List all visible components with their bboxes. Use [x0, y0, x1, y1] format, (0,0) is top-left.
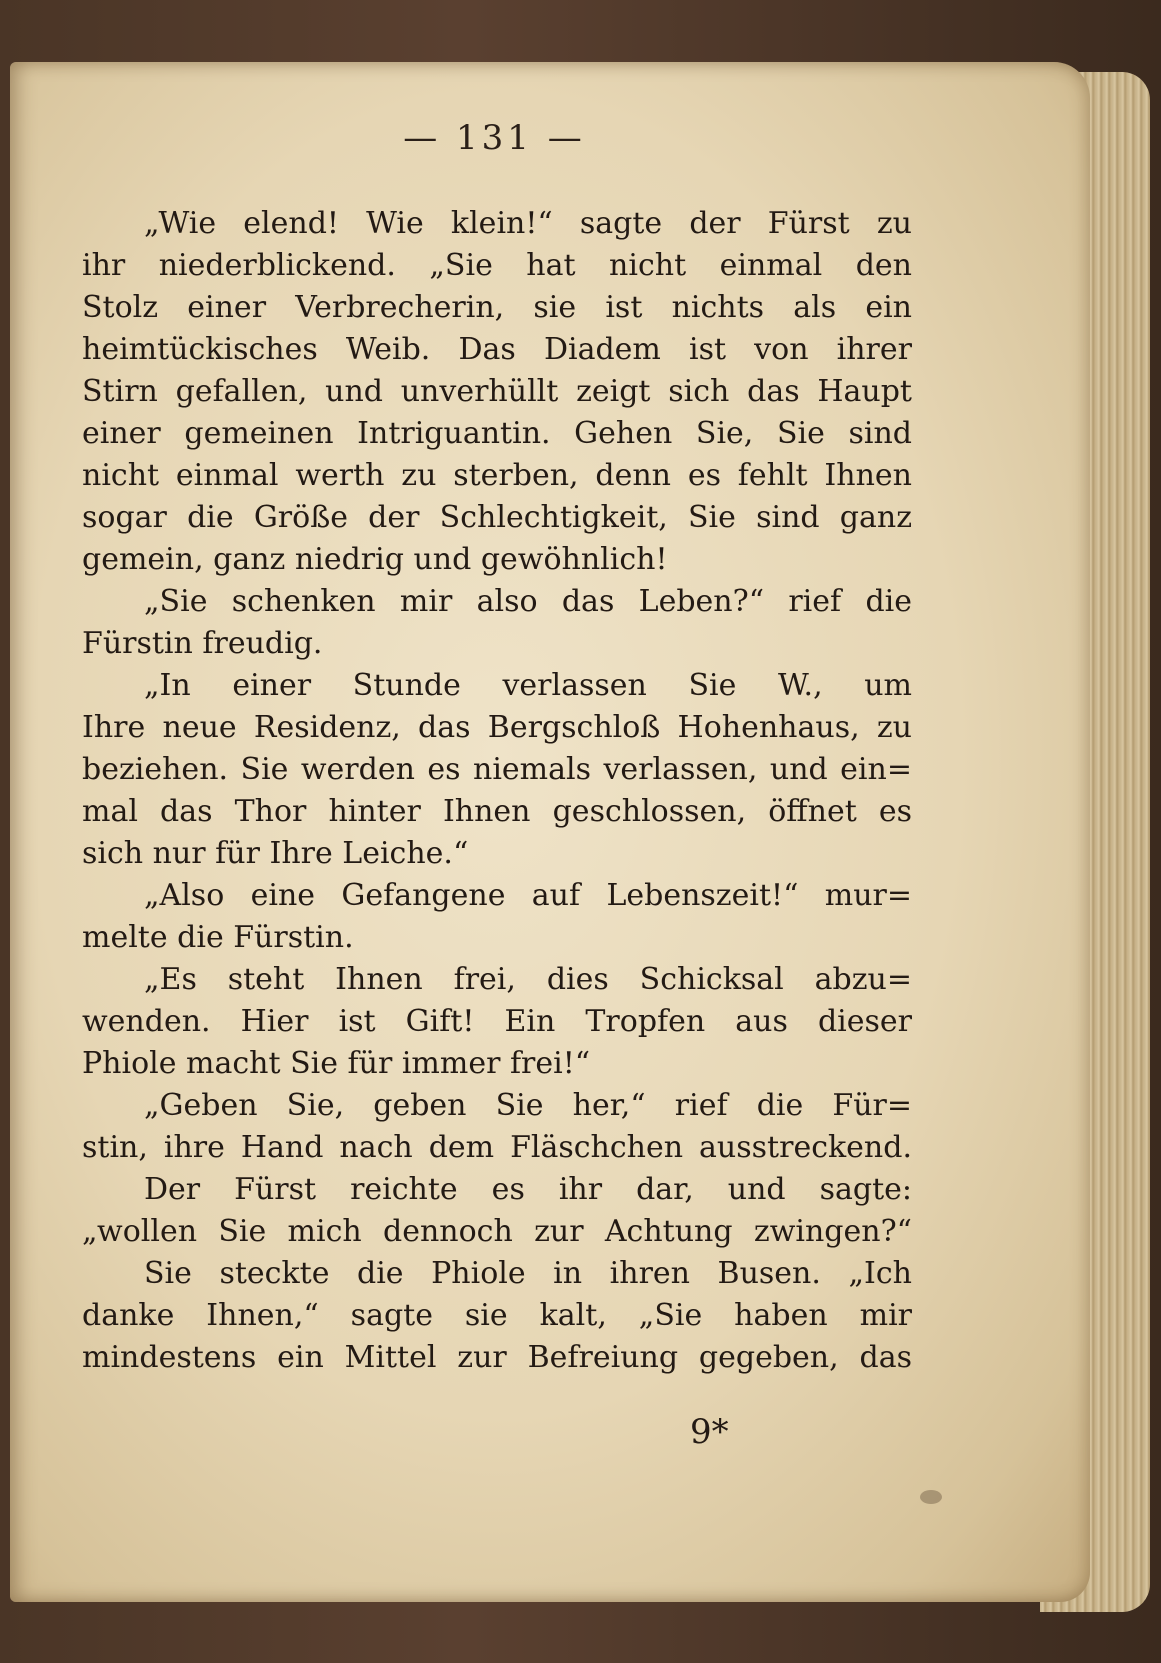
text-line: „Sie schenken mir also das Leben?“ rief die: [144, 584, 912, 619]
text-line: „wollen Sie mich dennoch zur Achtung zwingen?“: [82, 1214, 912, 1249]
text-line: Phiole macht Sie für immer frei!“: [82, 1046, 591, 1081]
signature-mark: 9*: [690, 1412, 729, 1452]
text-line: „Wie elend! Wie klein!“ sagte der Fürst zu: [144, 206, 912, 241]
text-line: „Also eine Gefangene auf Lebenszeit!“ mur=: [144, 878, 912, 913]
text-line: Stolz einer Verbrecherin, sie ist nichts als ein: [82, 290, 912, 325]
text-line: „Es steht Ihnen frei, dies Schicksal abzu=: [144, 962, 912, 997]
text-line: ihr niederblickend. „Sie hat nicht einmal den: [82, 248, 912, 283]
text-line: mindestens ein Mittel zur Befreiung gegeben, das: [82, 1340, 912, 1375]
text-line: Sie steckte die Phiole in ihren Busen. „Ich: [144, 1256, 912, 1291]
text-line: beziehen. Sie werden es niemals verlassen, und ein=: [82, 752, 912, 787]
text-line: Stirn gefallen, und unverhüllt zeigt sich das Haupt: [82, 374, 912, 409]
text-line: sogar die Größe der Schlechtigkeit, Sie sind ganz: [82, 500, 912, 535]
page-text: [82, 203, 912, 1379]
text-line: sich nur für Ihre Leiche.“: [82, 836, 469, 871]
text-line: einer gemeinen Intriguantin. Gehen Sie, Sie sind: [82, 416, 912, 451]
text-line: „Geben Sie, geben Sie her,“ rief die Für=: [144, 1088, 912, 1123]
text-line: wenden. Hier ist Gift! Ein Tropfen aus dieser: [82, 1004, 912, 1039]
text-line: „In einer Stunde verlassen Sie W., um: [144, 668, 912, 703]
text-line: Ihre neue Residenz, das Bergschloß Hohenhaus, zu: [82, 710, 912, 745]
text-line: danke Ihnen,“ sagte sie kalt, „Sie haben mir: [82, 1298, 912, 1333]
text-line: melte die Fürstin.: [82, 920, 354, 955]
text-line: heimtückisches Weib. Das Diadem ist von ihrer: [82, 332, 912, 367]
paper-stain: [920, 1490, 942, 1504]
text-line: stin, ihre Hand nach dem Fläschchen ausstreckend.: [82, 1130, 912, 1165]
text-line: nicht einmal werth zu sterben, denn es fehlt Ihnen: [82, 458, 912, 493]
text-line: Fürstin freudig.: [82, 626, 323, 661]
text-line: Der Fürst reichte es ihr dar, und sagte:: [144, 1172, 912, 1207]
page-number-header: — 131 —: [403, 118, 586, 158]
text-line: mal das Thor hinter Ihnen geschlossen, öffnet es: [82, 794, 912, 829]
text-line: gemein, ganz niedrig und gewöhnlich!: [82, 542, 668, 577]
